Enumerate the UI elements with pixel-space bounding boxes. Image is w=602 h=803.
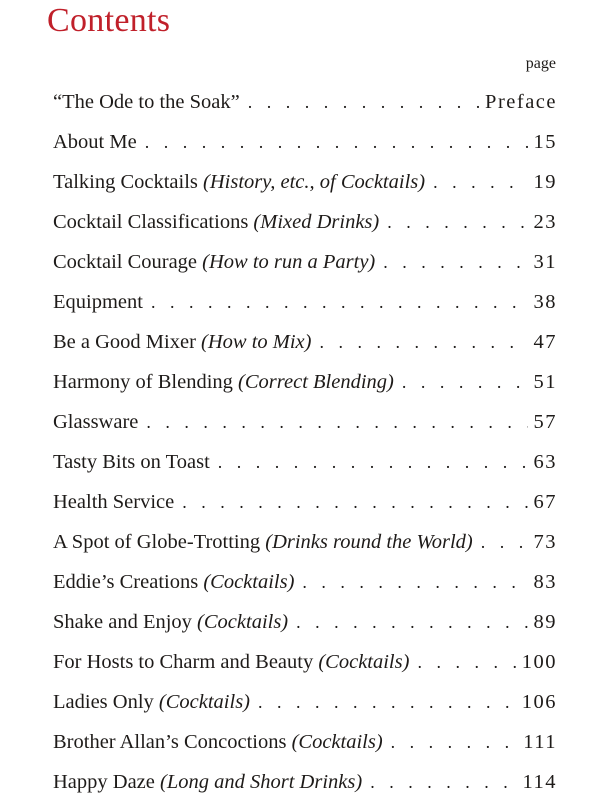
dot-leader (302, 562, 527, 602)
toc-page-number: 106 (521, 691, 557, 713)
dot-leader (151, 282, 528, 322)
toc-entry-glassware[interactable] (53, 402, 557, 442)
toc-entry-cocktail-courage[interactable] (53, 242, 557, 282)
toc-entry-title: A Spot of Globe-Trotting (Drinks round the World) (53, 531, 473, 553)
toc-page-number: 38 (533, 291, 557, 313)
toc-entry-equipment[interactable] (53, 282, 557, 322)
toc-entry-talking-cocktails[interactable] (53, 162, 557, 202)
toc-entry-title: Cocktail Classifications (Mixed Drinks) (53, 211, 380, 233)
toc-page-number: 23 (533, 211, 557, 233)
toc-page-number: 15 (533, 131, 557, 153)
dot-leader (387, 202, 527, 242)
toc-entry-title: Cocktail Courage (How to run a Party) (53, 251, 376, 273)
toc-page-number: 67 (533, 491, 557, 513)
toc-entry-title: Shake and Enjoy (Cocktails) (53, 611, 289, 633)
toc-page-number: 47 (533, 331, 557, 353)
toc-entry-ladies-only[interactable] (53, 682, 557, 722)
dot-leader (417, 642, 515, 682)
toc-entry-title: About Me (53, 131, 137, 153)
toc-entry-title: Health Service (53, 491, 175, 513)
toc-entry-title: Be a Good Mixer (How to Mix) (53, 331, 312, 353)
toc-entry-title: Ladies Only (Cocktails) (53, 691, 250, 713)
toc-entry-title: For Hosts to Charm and Beauty (Cocktails) (53, 651, 410, 673)
toc-entry-shake-and-enjoy[interactable] (53, 602, 557, 642)
dot-leader (481, 522, 528, 562)
toc-entry-harmony-of-blending[interactable] (53, 362, 557, 402)
dot-leader (402, 362, 528, 402)
toc-entry-cocktail-classifications[interactable] (53, 202, 557, 242)
table-of-contents (53, 82, 557, 802)
dot-leader (146, 402, 527, 442)
toc-entry-tasty-bits-on-toast[interactable] (53, 442, 557, 482)
toc-entry-health-service[interactable] (53, 482, 557, 522)
toc-page-number: 73 (533, 531, 557, 553)
toc-page-number: 114 (522, 771, 557, 793)
toc-entry-happy-daze[interactable] (53, 762, 557, 802)
toc-page-number: 89 (533, 611, 557, 633)
toc-entry-title: Harmony of Blending (Correct Blending) (53, 371, 394, 393)
toc-entry-brother-allans-concoctions[interactable] (53, 722, 557, 762)
toc-entry-title: Brother Allan’s Concoctions (Cocktails) (53, 731, 383, 753)
dot-leader (296, 602, 527, 642)
toc-page-number: 63 (533, 451, 557, 473)
dot-leader (319, 322, 527, 362)
toc-page-number: 83 (533, 571, 557, 593)
toc-page-number: 57 (533, 411, 557, 433)
toc-entry-title: “The Ode to the Soak” (53, 91, 240, 113)
toc-entry-title: Glassware (53, 411, 139, 433)
dot-leader (391, 722, 518, 762)
toc-entry-title: Eddie’s Creations (Cocktails) (53, 571, 295, 593)
dot-leader (218, 442, 528, 482)
toc-page-number: 19 (533, 171, 557, 193)
page-column-label: page (525, 55, 556, 72)
dot-leader (370, 762, 516, 802)
toc-page-number: 31 (533, 251, 557, 273)
toc-entry-eddies-creations[interactable] (53, 562, 557, 602)
dot-leader (383, 242, 527, 282)
toc-page-number: 100 (521, 651, 557, 673)
toc-entry-title: Equipment (53, 291, 143, 313)
toc-entry-about-me[interactable] (53, 122, 557, 162)
dot-leader (248, 82, 479, 122)
toc-entry-ode-to-the-soak[interactable] (53, 82, 557, 122)
dot-leader (433, 162, 527, 202)
toc-entry-title: Tasty Bits on Toast (53, 451, 210, 473)
toc-entry-globe-trotting[interactable] (53, 522, 557, 562)
toc-entry-be-a-good-mixer[interactable] (53, 322, 557, 362)
toc-entry-hosts-charm-beauty[interactable] (53, 642, 557, 682)
toc-page-number: Preface (485, 91, 557, 113)
dot-leader (258, 682, 516, 722)
page-title: Contents (47, 2, 171, 39)
toc-page-number: 51 (533, 371, 557, 393)
dot-leader (145, 122, 528, 162)
toc-entry-title: Talking Cocktails (History, etc., of Cocktails) (53, 171, 426, 193)
toc-page-number: 111 (523, 731, 557, 753)
toc-entry-title: Happy Daze (Long and Short Drinks) (53, 771, 363, 793)
dot-leader (182, 482, 527, 522)
